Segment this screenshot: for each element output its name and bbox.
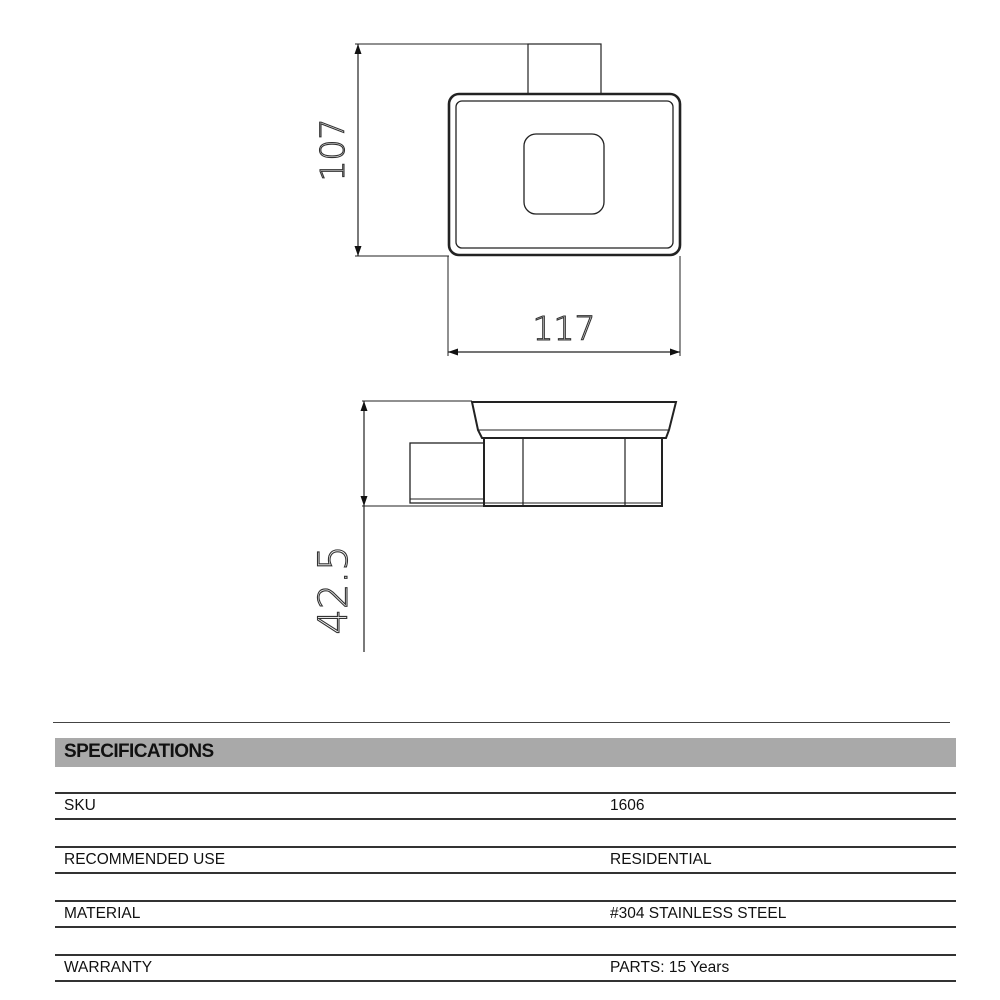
dish-lip xyxy=(472,402,676,438)
spec-row-sku xyxy=(55,792,956,820)
dimension-label-height: 107 xyxy=(313,118,352,182)
side-view xyxy=(410,402,676,506)
spec-row-warranty xyxy=(55,954,956,982)
spec-value: PARTS: 15 Years xyxy=(610,959,730,976)
side-mount xyxy=(410,443,484,503)
divider-line xyxy=(53,722,950,723)
dimension-label-depth: 42.5 xyxy=(311,545,357,635)
dimension-height xyxy=(355,44,528,256)
spec-value: 1606 xyxy=(610,797,645,814)
dish-body xyxy=(484,438,662,506)
spec-value: RESIDENTIAL xyxy=(610,851,712,868)
mount-plate xyxy=(528,44,601,94)
specifications-title: SPECIFICATIONS xyxy=(64,741,214,762)
dish-outer xyxy=(449,94,680,255)
dimension-label-width: 117 xyxy=(532,309,596,348)
spec-row-recommended-use xyxy=(55,846,956,874)
dish-inner xyxy=(456,101,673,248)
spec-label: WARRANTY xyxy=(64,959,153,976)
drain-square xyxy=(524,134,604,214)
spec-row-material xyxy=(55,900,956,928)
spec-label: MATERIAL xyxy=(64,905,141,922)
dimension-depth xyxy=(362,401,484,652)
spec-value: #304 STAINLESS STEEL xyxy=(610,905,787,922)
spec-label: RECOMMENDED USE xyxy=(64,851,226,868)
spec-label: SKU xyxy=(64,797,96,814)
specifications-header xyxy=(55,738,956,767)
front-view xyxy=(449,44,680,255)
